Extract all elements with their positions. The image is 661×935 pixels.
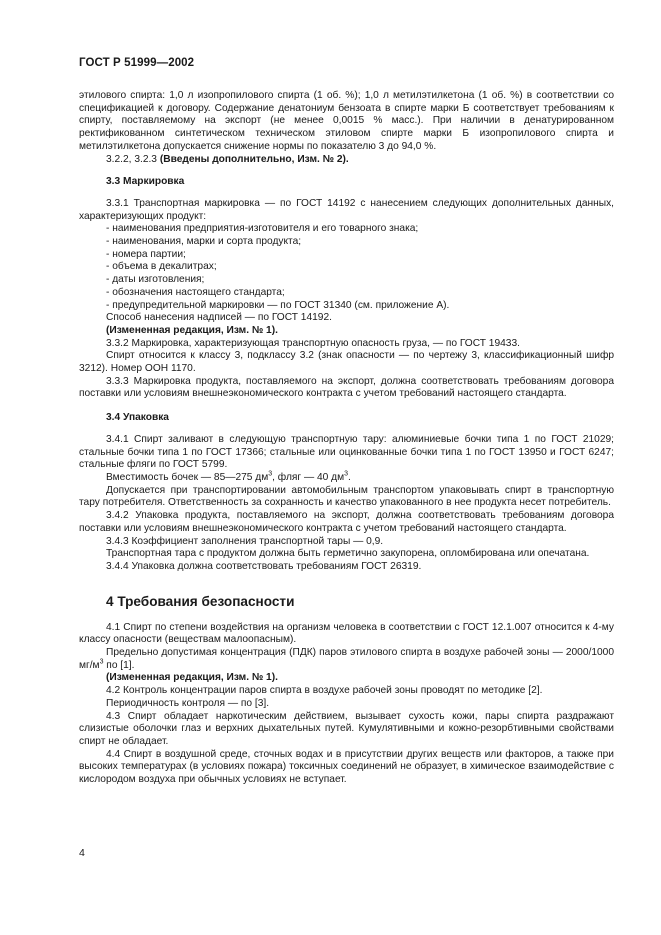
amendment-note: (Измененная редакция, Изм. № 1). bbox=[106, 672, 278, 684]
list-item: - номера партии; bbox=[106, 248, 186, 260]
clause-3-3-3: 3.3.3 Маркировка продукта, поставляемого на экспорт, должна соответствовать требованиям договора поставки или условиям внешнеэкономического контракта с учетом требований настоящего стандарта. bbox=[79, 375, 614, 400]
clause-4-3: 4.3 Спирт обладает наркотическим действием, вызывает сухость кожи, пары спирта раздражают слизистые оболочки глаз и верхних дыхательных путей. Кумулятивными и кожно-резорбтивными свойствами спирт не обладает. bbox=[79, 710, 614, 747]
section-3-4-title: 3.4 Упаковка bbox=[106, 412, 169, 424]
control-frequency-paragraph: Периодичность контроля — по [3]. bbox=[106, 697, 270, 709]
page-content bbox=[79, 90, 614, 787]
marking-method-paragraph: Способ нанесения надписей — по ГОСТ 14192. bbox=[106, 312, 332, 324]
clause-3-4-3: 3.4.3 Коэффициент заполнения транспортной тары — 0,9. bbox=[106, 535, 384, 547]
page-number: 4 bbox=[79, 847, 85, 859]
document-code-header: ГОСТ Р 51999—2002 bbox=[79, 57, 195, 69]
hazard-class-paragraph: Спирт относится к классу 3, подклассу 3.2 (знак опасности — по чертежу 3, классификационный шифр 3212). Номер ООН 1170. bbox=[79, 350, 614, 375]
amendment-note: (Введены дополнительно, Изм. № 2). bbox=[159, 153, 349, 165]
intro-paragraph: этилового спирта: 1,0 л изопропилового спирта (1 об. %); 1,0 л метилэтилкетона (1 об. %) в соответствии со спецификацией к договору. Содержание денатониум бензоата в спирте марки Б соответствует требованиям к спирту, поставляемому на экспорт (не менее 0,0015 % масс.). При наличии в денатурированном ректификованном синтетическом техническом этиловом спирте марки Б изопропилового спирта и метилэтилкетона допускается снижение нормы по показателю 3 до 94,0 %. bbox=[79, 90, 614, 152]
clause-3-3-2: 3.3.2 Маркировка, характеризующая транспортную опасность груза, — по ГОСТ 19433. bbox=[106, 337, 520, 349]
clause-4-2: 4.2 Контроль концентрации паров спирта в воздухе рабочей зоны проводят по методике [2]. bbox=[106, 685, 543, 697]
list-item: - обозначения настоящего стандарта; bbox=[106, 286, 285, 298]
clause-4-4: 4.4 Спирт в воздушной среде, сточных водах и в присутствии других веществ или факторов, а также при высоких температурах (в условиях пожара) токсичных соединений не образует, в химическое взаимодействие с кислородом воздуха при обычных условиях не вступает. bbox=[79, 748, 614, 786]
list-item: - даты изготовления; bbox=[106, 274, 205, 286]
pdk-paragraph: Предельно допустимая концентрация (ПДК) паров этилового спирта в воздухе рабочей зоны — 2000/1000 $мг/м^3$ по [1]. bbox=[79, 647, 614, 671]
clause-4-1: 4.1 Спирт по степени воздействия на организм человека в соответствии с ГОСТ 12.1.007 относится к 4-му классу опасности (веществам малоопасным). bbox=[79, 621, 614, 646]
section-3-3-title: 3.3 Маркировка bbox=[106, 176, 185, 188]
auto-transport-paragraph: Допускается при транспортировании автомобильным транспортом упаковывать спирт в транспортную тару потребителя. Ответственность за сохранность и качество упакованного в нее продукта несет потребитель. bbox=[79, 484, 614, 509]
clause-3-4-1: 3.4.1 Спирт заливают в следующую транспортную тару: алюминиевые бочки типа 1 по ГОСТ 21029; стальные бочки типа 1 по ГОСТ 17366; стальные или оцинкованные бочки типа 1 по ГОСТ 13950 и ГОСТ 6247; стальные фляги по ГОСТ 5799. bbox=[79, 433, 614, 471]
list-item: - наименования, марки и сорта продукта; bbox=[106, 236, 302, 248]
list-item: - наименования предприятия-изготовителя и его товарного знака; bbox=[106, 223, 419, 235]
sealing-paragraph: Транспортная тара с продуктом должна быть герметично закупорена, опломбирована или опечатана. bbox=[106, 548, 590, 560]
clause-3-4-4: 3.4.4 Упаковка должна соответствовать требованиям ГОСТ 26319. bbox=[106, 560, 422, 572]
section-4-title: 4 Требования безопасности bbox=[106, 593, 295, 609]
list-item: - объема в декалитрах; bbox=[106, 261, 217, 273]
capacity-paragraph: Вместимость бочек — 85—275 $дм^3$, фляг — 40 $дм^3$. bbox=[106, 470, 351, 483]
amendment-note: (Измененная редакция, Изм. № 1). bbox=[106, 324, 278, 336]
list-item: - предупредительной маркировки — по ГОСТ 31340 (см. приложение А). bbox=[106, 299, 450, 311]
clause-3-3-1: 3.3.1 Транспортная маркировка — по ГОСТ 14192 с нанесением следующих дополнительных данных, характеризующих продукт: bbox=[79, 197, 614, 222]
clause-3-2-2-3-2-3 bbox=[79, 154, 614, 167]
clause-number: 3.2.2, 3.2.3 bbox=[106, 153, 157, 165]
clause-3-4-2: 3.4.2 Упаковка продукта, поставляемого на экспорт, должна соответствовать требованиям договора поставки или условиям внешнеэкономического контракта с учетом требований настоящего стандарта. bbox=[79, 510, 614, 534]
